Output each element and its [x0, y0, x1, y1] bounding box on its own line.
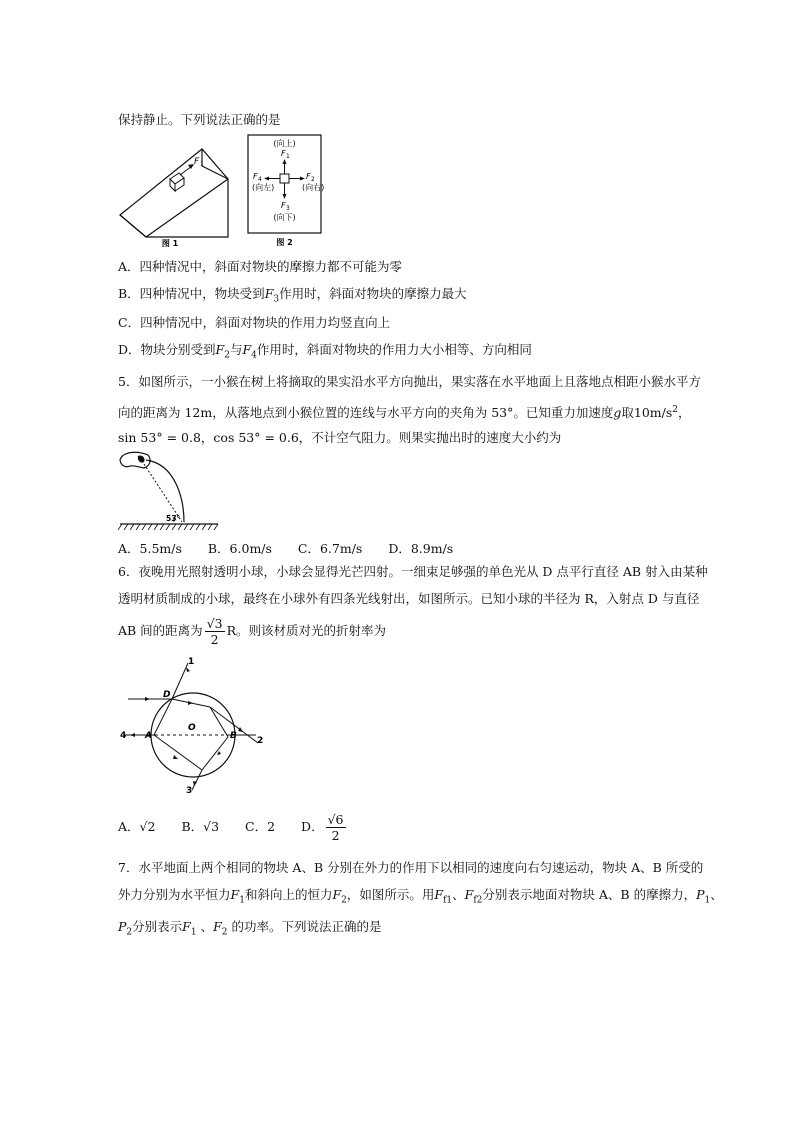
q4-option-b: B．四种情况中，物块受到$F_3$作用时，斜面对物块的摩擦力最大: [118, 286, 467, 305]
q5-options: [118, 541, 475, 557]
intro-text: 保持静止。下列说法正确的是: [118, 112, 281, 127]
down-force: F: [281, 201, 286, 210]
q7-line-2: 外力分别为水平恒力$F_1$和斜向上的恒力$F_2$，如图所示。用$F_{f1}$、$F_{f2}$分别表示地面对物块 A、B 的摩擦力，$P_1$、: [118, 887, 723, 906]
ray-label-1: 1: [188, 657, 195, 667]
label-o: O: [188, 723, 196, 733]
q6-fraction: $\frac{√3}{2}$: [206, 616, 223, 647]
ray-label-3: 3: [186, 786, 193, 796]
figure-monkey-projectile: [118, 448, 223, 534]
right-force: F: [306, 172, 311, 181]
q5-option-b: B．6.0m/s: [207, 541, 272, 556]
q5-line-2: 向的距离为 12m，从落地点到小猴位置的连线与水平方向的夹角为 53°。已知重力加速度g取$10m/s^2$，: [118, 405, 691, 421]
right-sub: 2: [311, 176, 315, 183]
angle-label: 53°: [166, 514, 181, 523]
block-square: [280, 174, 289, 183]
f1-sub: 1: [200, 161, 204, 168]
q4-option-c: C．四种情况中，斜面对物块的作用力均竖直向上: [118, 315, 391, 330]
figure-1-incline: [118, 135, 238, 250]
q4-option-d: D．物块分别受到$F_2$与$F_4$作用时，斜面对物块的作用力大小相等、方向相同: [118, 342, 532, 361]
ray-label-2: 2: [257, 736, 264, 746]
left-sub: 4: [258, 176, 262, 183]
left-force: F: [253, 172, 258, 181]
f1-label: F: [194, 157, 200, 167]
q4-option-a: A．四种情况中，斜面对物块的摩擦力都不可能为零: [118, 259, 403, 274]
q5-option-d: D．8.9m/s: [388, 541, 454, 556]
figure-sphere-refraction: [118, 655, 268, 795]
trajectory-curve: [146, 460, 184, 522]
right-text: (向右): [302, 183, 325, 192]
down-sub: 3: [286, 205, 290, 212]
figure-2-forces: [247, 134, 325, 250]
figure-2-caption: 图 2: [276, 238, 293, 247]
q5-line-1: 5．如图所示，一小猴在树上将摘取的果实沿水平方向抛出，果实落在水平地面上且落地点相距小猴水平方: [118, 374, 701, 389]
figure-1-caption: 图 1: [161, 239, 179, 248]
q6-line-3: AB 间的距离为 $\frac{√3}{2}$ R。则该材质对光的折射率为: [118, 616, 387, 647]
q6-option-d: D． $\frac{√6}{2}$: [301, 812, 344, 843]
q7-line-3: $P_2$分别表示$F_1$ 、$F_2$ 的功率。下列说法正确的是: [118, 919, 382, 938]
q6-line-1: 6．夜晚用光照射透明小球，小球会显得光芒四射。一细束足够强的单色光从 D 点平行直径 AB 射入由某种: [118, 564, 708, 579]
q5-option-a: A．5.5m/s: [118, 541, 182, 556]
up-force: F: [281, 149, 286, 158]
up-text: (向上): [273, 139, 296, 148]
q6-option-c: C．2: [245, 819, 276, 834]
q7-line-1: 7．水平地面上两个相同的物块 A、B 分别在外力的作用下以相同的速度向右匀速运动，物块 A、B 所受的: [118, 860, 704, 875]
up-sub: 1: [286, 153, 290, 160]
label-d: D: [163, 690, 171, 700]
q6-options: [118, 812, 370, 843]
q6-option-a: A．√2: [118, 819, 156, 834]
q5-line-3: sin 53° = 0.8，cos 53° = 0.6，不计空气阻力。则果实抛出时的速度大小约为: [118, 430, 562, 445]
left-text: (向左): [252, 183, 275, 192]
ray-label-4: 4: [120, 731, 127, 741]
q5-option-c: C．6.7m/s: [297, 541, 363, 556]
q6-option-b: B．√3: [181, 819, 220, 834]
label-b: B: [230, 731, 237, 741]
label-a: A: [145, 731, 152, 741]
q6-line-2: 透明材质制成的小球，最终在小球外有四条光线射出，如图所示。已知小球的半径为 R，入射点 D 与直径: [118, 591, 700, 606]
down-text: (向下): [273, 213, 296, 222]
monkey-branch-icon: [120, 452, 150, 468]
